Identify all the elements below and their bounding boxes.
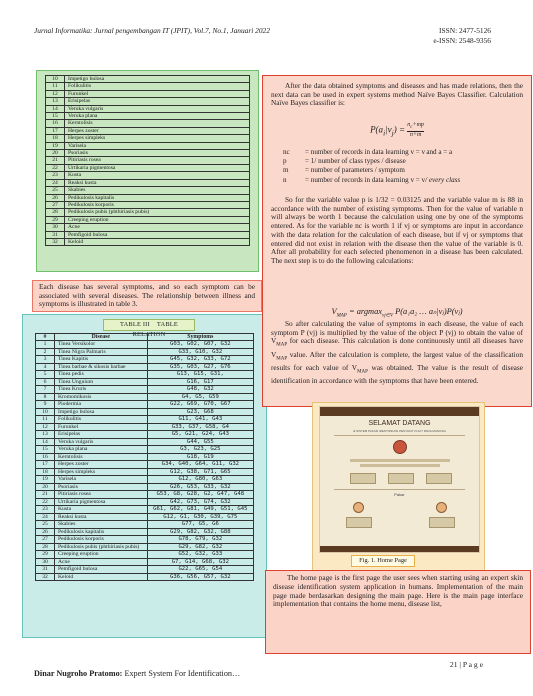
disease-number: 28 (36, 543, 55, 551)
welcome-subtitle: di SISTEM PAKAR IDENTIFIKASI PENYAKIT KULIT PADA MANUSIA (352, 429, 447, 433)
disease-number: 12 (36, 423, 55, 431)
disease-number: 15 (36, 446, 55, 454)
symptom-codes: G53, G8, G28, G2, G47, G48 (147, 491, 253, 499)
disease-name: Erisipelas (65, 98, 250, 105)
disease-number: 32 (36, 573, 55, 581)
disease-name: Kusta (65, 172, 250, 179)
disease-number: 26 (46, 194, 65, 201)
app-navbar (320, 407, 479, 416)
disease-number: 32 (46, 238, 65, 245)
home-page-paragraph: The home page is the first page the user sees when starting using an expert skin disease identification system application in humans. Implementation of the main page made berdasarkan designing the main page. Here is the main page interface implementation that contains the home menu, disease list, (273, 573, 523, 609)
disease-number: 6 (36, 378, 55, 386)
table-relation-box (22, 314, 267, 638)
table-row (46, 187, 250, 194)
table-row (36, 401, 254, 409)
disease-name: Pedikulosis korporis (55, 536, 148, 544)
table-caption (103, 319, 195, 338)
disease-number: 17 (36, 461, 55, 469)
disease-name: Veruka plana (55, 446, 148, 454)
placeholder-bar (360, 464, 440, 467)
table-row (36, 536, 254, 544)
disease-name: Veruka vulgaris (55, 438, 148, 446)
app-footer (320, 546, 479, 552)
table-row (36, 528, 254, 536)
journal-header: Jurnal Informatika: Jurnal pengembangan IT (JPIT), Vol.7, No.1, Januari 2022 (34, 26, 270, 35)
disease-name: Urtikaria pigmentosa (55, 498, 148, 506)
disease-number: 15 (46, 113, 65, 120)
table-row (36, 453, 254, 461)
table-header-row (36, 334, 254, 341)
disease-name: Herpes zoster (65, 127, 250, 134)
disease-name: Herpes simpleks (65, 135, 250, 142)
disease-number: 24 (36, 513, 55, 521)
menu-button[interactable] (388, 473, 414, 484)
disease-name: Kerntolisis (65, 120, 250, 127)
symptom-codes: G18, G19 (147, 453, 253, 461)
disease-name: Pedikulosis pubis (phthiriasis pubis) (65, 209, 250, 216)
disease-name: Keloid (65, 238, 250, 245)
symptom-codes: G35, G03, G27, G76 (147, 363, 253, 371)
symptom-codes: G48, G32 (147, 386, 253, 394)
table-row (36, 498, 254, 506)
disease-name: Impetigo bulosa (55, 408, 148, 416)
symptom-codes: G4, G5, G59 (147, 393, 253, 401)
issn-block (433, 26, 491, 46)
home-page-screenshot (319, 406, 480, 553)
parameter-paragraph: So for the variable value p is 1/32 = 0.03125 and the variable value m is 88 in accordance with the number of existing symptoms. Then for the value of variable n will always be worth 1 because the calculation using one by one of the symptoms entered. As for the variable nc is worth 1 if vj or symptoms are input in accordance with the data relation for the calculation of each disease, but if vj or symptoms that entered did not exist in relation with the disease then the value of the variable is 0. After all probability for each selected phenomenon in a disease has been calculated. The next step is to do the following calculations: (271, 195, 523, 265)
def-n: n = number of records in data learning v = v / every class (283, 175, 461, 184)
table-row (36, 341, 254, 349)
disease-name: Pedikulosis kapitalis (55, 528, 148, 536)
disease-name: Varisela (65, 142, 250, 149)
disease-number: 30 (46, 224, 65, 231)
table-row (36, 543, 254, 551)
disease-name: Kromomikosis (55, 393, 148, 401)
table-row (46, 231, 250, 238)
symptom-codes: G33, G37, G58, G4 (147, 423, 253, 431)
naive-bayes-formula: $P(a_i|v_j)$ = $\frac{n_c+mp}{n+m}$ (370, 122, 424, 139)
disease-name: Varisela (55, 476, 148, 484)
table-row (46, 127, 250, 134)
table-row (46, 135, 250, 142)
disease-number: 27 (36, 536, 55, 544)
disease-number: 24 (46, 179, 65, 186)
footer-title: Expert System For Identification… (122, 669, 241, 678)
table-row (46, 179, 250, 186)
disease-number: 29 (46, 216, 65, 223)
table-row (46, 172, 250, 179)
table-row (36, 506, 254, 514)
disease-name: Skabies (55, 521, 148, 529)
disease-name: Tinea Unguium (55, 378, 148, 386)
disease-list-table (45, 75, 250, 246)
disease-number: 21 (46, 157, 65, 164)
disease-number: 14 (36, 438, 55, 446)
table-row (36, 348, 254, 356)
symptom-codes: G34, G40, G64, G11, G32 (147, 461, 253, 469)
relation-table (35, 333, 254, 581)
symptom-codes: G42, G73, G74, G32 (147, 498, 253, 506)
symptom-codes: G36, G56, G57, G32 (147, 573, 253, 581)
expert-card-button[interactable] (346, 517, 372, 528)
menu-button[interactable] (350, 473, 376, 484)
def-nc: nc = number of records in data learning v = v and a = a (283, 148, 453, 156)
disease-number: 31 (36, 566, 55, 574)
disease-number: 14 (46, 105, 65, 112)
table-row (36, 551, 254, 559)
table-row (46, 157, 250, 164)
disease-name: Folikulitis (55, 416, 148, 424)
disease-number: 11 (36, 416, 55, 424)
disease-name: Tinea pedis (55, 371, 148, 379)
table-row (36, 408, 254, 416)
disease-number: 19 (36, 476, 55, 484)
disease-number: 25 (46, 187, 65, 194)
divider (334, 489, 465, 490)
symptom-codes: G12, G80, G63 (147, 476, 253, 484)
table-caption-number: TABLE III (119, 321, 150, 328)
symptom-codes: G33, G10, G32 (147, 348, 253, 356)
disease-name: Tinea Kapitis (55, 356, 148, 364)
home-page-figure (312, 402, 485, 572)
disease-name: Herpes simpleks (55, 468, 148, 476)
disease-name: Keloid (55, 573, 148, 581)
symptom-codes: G44, G55 (147, 438, 253, 446)
table-row (46, 150, 250, 157)
table-row (46, 164, 250, 171)
expert-avatar (436, 502, 447, 513)
symptom-codes: G12, G38, G71, G65 (147, 468, 253, 476)
disease-name: Tinea Versikolor (55, 341, 148, 349)
table-row (36, 521, 254, 529)
disease-name: Pedikulosis pubis (phthiriasis pubis) (55, 543, 148, 551)
home-page-paragraph-box (265, 570, 531, 654)
disease-number: 13 (36, 431, 55, 439)
disease-name: Furunkel (55, 423, 148, 431)
placeholder-bar (350, 459, 450, 462)
relation-paragraph-box (32, 280, 262, 312)
disease-number: 31 (46, 231, 65, 238)
expert-avatar (353, 502, 364, 513)
table-row (36, 431, 254, 439)
symptom-codes: G22, G69, G70, G67 (147, 401, 253, 409)
disease-name: Urtikaria pigmentosa (65, 164, 250, 171)
disease-number: 1 (36, 341, 55, 349)
disease-name: Psoriasis (55, 483, 148, 491)
table-row (46, 83, 250, 90)
symptom-codes: G16, G17 (147, 378, 253, 386)
table-row (46, 142, 250, 149)
disease-number: 23 (46, 172, 65, 179)
table-row (36, 378, 254, 386)
table-row (36, 483, 254, 491)
disease-number: 2 (36, 348, 55, 356)
table-row (46, 216, 250, 223)
disease-list-box (36, 70, 259, 272)
disease-number: 16 (46, 120, 65, 127)
method-text-box (262, 75, 532, 407)
table-row (36, 446, 254, 454)
disease-number: 26 (36, 528, 55, 536)
disease-number: 20 (36, 483, 55, 491)
disease-name: Veruka vulgaris (65, 105, 250, 112)
symptom-codes: G26, G53, G33, G32 (147, 483, 253, 491)
page-number: 21 | P a g e (449, 660, 483, 669)
disease-number: 9 (36, 401, 55, 409)
table-row (36, 363, 254, 371)
table-row (46, 238, 250, 245)
disease-number: 8 (36, 393, 55, 401)
table-row (46, 224, 250, 231)
disease-name: Pemfigoid bulosa (55, 566, 148, 574)
disease-name: Pitiriasis rosea (65, 157, 250, 164)
disease-number: 13 (46, 98, 65, 105)
disease-name: Reaksi kusta (65, 179, 250, 186)
symptom-codes: G13, G15, G31, (147, 371, 253, 379)
table-row (46, 90, 250, 97)
welcome-title: SELAMAT DATANG (368, 420, 431, 427)
disease-number: 28 (46, 209, 65, 216)
symptom-codes: G23, G68 (147, 408, 253, 416)
table-row (46, 209, 250, 216)
disease-name: Acne (55, 558, 148, 566)
disease-number: 22 (46, 164, 65, 171)
disease-name: Creeping eruption (55, 551, 148, 559)
disease-number: 11 (46, 83, 65, 90)
disease-number: 10 (36, 408, 55, 416)
relation-paragraph: Each disease has several symptoms, and so each symptom can be associated with several diseases. The relationship between illness and symptoms is illustrated in table 3. (39, 282, 255, 309)
intro-paragraph: After the data obtained symptoms and diseases and has made relations, then the next data can be used in expert systems method Naïve Bayes Classifier. Calculation Naïve Bayes classifier is: (271, 81, 523, 108)
variable-definitions (283, 148, 525, 185)
eissn: e-ISSN: 2548-9356 (433, 36, 491, 45)
symptom-codes: G7, G14, G68, G32 (147, 558, 253, 566)
disease-name: Pemfigoid bulosa (65, 231, 250, 238)
disease-number: 10 (46, 76, 65, 83)
disease-number: 20 (46, 150, 65, 157)
table-row (36, 573, 254, 581)
symptom-codes: G22, G65, G54 (147, 566, 253, 574)
disease-number: 17 (46, 127, 65, 134)
table-row (36, 566, 254, 574)
footer-citation (34, 669, 240, 678)
disease-number: 18 (46, 135, 65, 142)
disease-name: Psoriasis (65, 150, 250, 157)
disease-name: Furunkel (65, 90, 250, 97)
table-row (36, 423, 254, 431)
table-row (36, 558, 254, 566)
expert-section-label: Pakar (394, 492, 405, 497)
symptom-codes: G11, G41, G43 (147, 416, 253, 424)
col-header-disease: Disease (55, 334, 148, 341)
table-row (36, 393, 254, 401)
disease-name: Tinea Kruris (55, 386, 148, 394)
issn: ISSN: 2477-5126 (439, 26, 491, 35)
symptom-codes: G78, G79, G32 (147, 536, 253, 544)
table-row (46, 98, 250, 105)
symptom-codes: G77, G5, G6 (147, 521, 253, 529)
disease-number: 21 (36, 491, 55, 499)
disease-number: 23 (36, 506, 55, 514)
def-p: p = 1/ number of class types / disease (283, 157, 406, 166)
disease-number: 30 (36, 558, 55, 566)
disease-name: Kerntolisis (55, 453, 148, 461)
table-row (36, 468, 254, 476)
symptom-codes: G45, G32, G33, G72 (147, 356, 253, 364)
table-row (46, 201, 250, 208)
table-row (46, 113, 250, 120)
table-row (36, 491, 254, 499)
disease-number: 19 (46, 142, 65, 149)
table-caption-title: TABLE RELATION (132, 321, 178, 338)
disease-name: Piodermia (55, 401, 148, 409)
symptom-codes: G5, G21, G24, G43 (147, 431, 253, 439)
table-row (46, 76, 250, 83)
disease-name: Pedikulosis korporis (65, 201, 250, 208)
disease-name: Kusta (55, 506, 148, 514)
divider (334, 435, 465, 436)
disease-number: 27 (46, 201, 65, 208)
vmap-paragraph: So after calculating the value of symptoms in each disease, the value of each symptom P (vj) is multiplied by the value of the object P (vj) to obtain the value of $V_{MAP}$ for each disease. This calculation is done continuously until all diseases have $V_{MAP}$ value. After the calculation is complete, the largest value of the classification results for each value of $V_{MAP}$ was obtained. The value is the result of disease identification in accordance with the symptoms that have been entered. (271, 319, 523, 385)
symptom-codes: G29, G82, G32 (147, 543, 253, 551)
disease-name: Reaksi kusta (55, 513, 148, 521)
disease-name: Impetigo bulosa (65, 76, 250, 83)
symptom-codes: G12, G1, G30, G39, G75 (147, 513, 253, 521)
disease-number: 12 (46, 90, 65, 97)
footer-author: Dinar Nugroho Pratomo: (34, 669, 123, 678)
disease-name: Veruka plana (65, 113, 250, 120)
table-row (36, 438, 254, 446)
disease-name: Creeping eruption (65, 216, 250, 223)
disease-name: Tinea barbae & sikosis barbae (55, 363, 148, 371)
table-row (46, 120, 250, 127)
table-row (46, 194, 250, 201)
disease-number: 5 (36, 371, 55, 379)
symptom-codes: G52, G32, G33 (147, 551, 253, 559)
col-header-number: # (36, 334, 55, 341)
disease-number: 22 (36, 498, 55, 506)
col-header-symptoms: Symptoms (147, 334, 253, 341)
table-row (36, 356, 254, 364)
table-row (36, 416, 254, 424)
disease-name: Pitiriasis rosea (55, 491, 148, 499)
disease-name: Erisipelas (55, 431, 148, 439)
disease-name: Folikulitis (65, 83, 250, 90)
symptom-codes: G03, G02, G07, G32 (147, 341, 253, 349)
table-row (46, 105, 250, 112)
figure-caption: Fig. 1. Home Page (351, 555, 415, 567)
disease-number: 7 (36, 386, 55, 394)
disease-name: Skabies (65, 187, 250, 194)
symptom-codes: G3, G23, G25 (147, 446, 253, 454)
vmap-formula: $V_{MAP} = argmax_{vj\in V}$ P(a₁a₂ … aₙ|vⱼ)P(vⱼ) (331, 307, 463, 319)
disease-number: 29 (36, 551, 55, 559)
expert-card-button[interactable] (429, 517, 455, 528)
table-row (36, 386, 254, 394)
symptom-codes: G29, G82, G32, G88 (147, 528, 253, 536)
table-row (36, 371, 254, 379)
disease-number: 4 (36, 363, 55, 371)
logo-avatar (393, 440, 407, 454)
disease-name: Acne (65, 224, 250, 231)
disease-name: Pedikulosis kapitalis (65, 194, 250, 201)
table-row (36, 513, 254, 521)
disease-number: 16 (36, 453, 55, 461)
disease-number: 3 (36, 356, 55, 364)
def-m: m = number of parameters / symptom (283, 166, 405, 175)
table-row (36, 476, 254, 484)
disease-name: Herpes zoster (55, 461, 148, 469)
disease-name: Tinea Nigra Palmaris (55, 348, 148, 356)
menu-button[interactable] (426, 473, 452, 484)
symptom-codes: G61, G62, G81, G49, G51, G45 (147, 506, 253, 514)
disease-number: 18 (36, 468, 55, 476)
disease-number: 25 (36, 521, 55, 529)
table-row (36, 461, 254, 469)
